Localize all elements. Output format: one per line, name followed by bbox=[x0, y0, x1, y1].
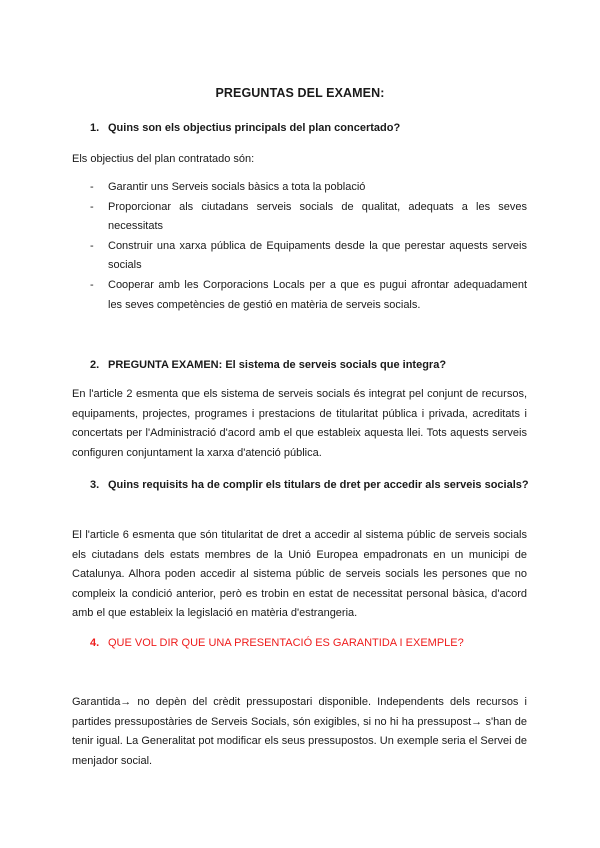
list-item-text: Garantir uns Serveis socials bàsics a tota la població bbox=[108, 181, 366, 193]
question-4 bbox=[90, 634, 530, 652]
question-number: 2. bbox=[90, 359, 100, 371]
list-bullet: - bbox=[90, 181, 94, 193]
answer-2: En l'article 2 esmenta que els sistema de serveis socials és integrat pel conjunt de recursos, equipaments, projectes, programes i prestacions de titularitat pública i privada, acreditats i concertats per l'Administració d'acord amb el que estableix aquesta llei. Tots aquests serveis configuren conjuntament la xarxa d'atenció pública. bbox=[72, 388, 527, 459]
list-item-text: Proporcionar als ciutadans serveis socials de qualitat, adequats a les seves necessitats bbox=[108, 200, 527, 233]
question-text: PREGUNTA EXAMEN: El sistema de serveis socials que integra? bbox=[108, 359, 447, 371]
answer-3: El l'article 6 esmenta que són titularitat de dret a accedir al sistema públic de serveis socials els ciutadans dels estats membres de la Unió Europea empadronats en un municipi de Catalunya. Alhora poden accedir al sistema públic de serveis socials les persones que no compleix la condició anterior, però es trobin en estat de necessitat personal bàsica, d'acord amb el que estableix la legislació en matèria d'estrangeria. bbox=[72, 529, 527, 620]
question-1 bbox=[90, 119, 530, 137]
page-title: PREGUNTAS DEL EXAMEN: bbox=[215, 86, 385, 100]
list-item-text: Construir una xarxa pública de Equipaments desde la que perestar aquests serveis socials bbox=[108, 239, 527, 272]
list-item bbox=[90, 198, 527, 237]
list-item bbox=[90, 178, 527, 198]
question-2 bbox=[90, 356, 530, 374]
question-text: Quins son els objectius principals del plan concertado? bbox=[108, 122, 401, 134]
question-3 bbox=[90, 476, 530, 494]
answer-4: Garantida→ no depèn del crèdit pressupostari disponible. Independents dels recursos i partides pressupostàries de Serveis Socials, són exigibles, si no hi ha pressupost→ s'han de tenir igual. La Generalitat pot modificar els seus pressupostos. Un exemple seria el Servei de menjador social. bbox=[72, 696, 527, 767]
list-bullet: - bbox=[90, 239, 94, 252]
answer-1-intro: Els objectius del plan contratado són: bbox=[72, 153, 255, 165]
question-text: Quins requisits ha de complir els titulars de dret per accedir als serveis socials? bbox=[108, 479, 529, 491]
list-bullet: - bbox=[90, 278, 94, 291]
objectives-list bbox=[90, 178, 527, 315]
list-item bbox=[90, 237, 527, 276]
list-item-text: Cooperar amb les Corporacions Locals per a que es pugui afrontar adequadament les seves competències de gestió en matèria de serveis socials. bbox=[108, 278, 527, 311]
question-number: 4. bbox=[90, 637, 100, 649]
question-text: QUE VOL DIR QUE UNA PRESENTACIÓ ES GARANTIDA I EXEMPLE? bbox=[108, 637, 464, 649]
question-number: 1. bbox=[90, 122, 100, 134]
list-item bbox=[90, 276, 527, 315]
list-bullet: - bbox=[90, 200, 94, 213]
question-number: 3. bbox=[90, 479, 100, 491]
